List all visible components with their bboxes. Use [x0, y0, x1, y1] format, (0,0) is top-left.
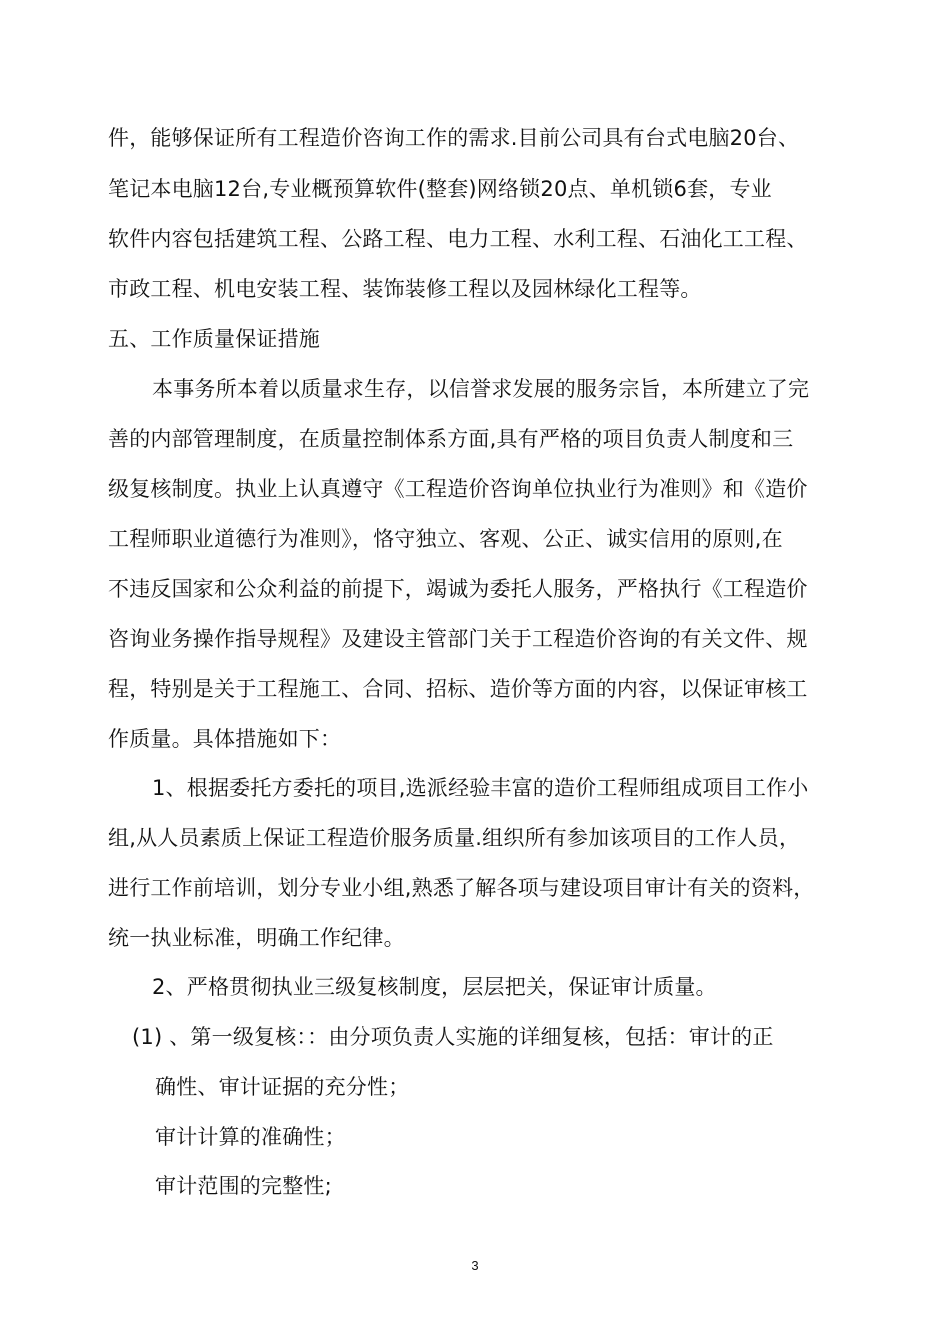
body-text-line: 级复核制度。执业上认真遵守《工程造价咨询单位执业行为准则》和《造价: [108, 477, 808, 501]
sub-list-item-text: 审计范围的完整性;: [155, 1174, 332, 1198]
body-text-line: 善的内部管理制度，在质量控制体系方面,具有严格的项目负责人制度和三: [108, 427, 794, 451]
sub-list-item-text: 确性、审计证据的充分性；: [155, 1075, 410, 1099]
sub-list-item-text: (1) 、第一级复核：：由分项负责人实施的详细复核，包括：审计的正: [132, 1025, 774, 1049]
body-text-line: 咨询业务操作指导规程》及建设主管部门关于工程造价咨询的有关文件、规: [108, 627, 808, 651]
body-text-line: 程，特别是关于工程施工、合同、招标、造价等方面的内容，以保证审核工: [108, 677, 808, 701]
body-text-line: 本事务所本着以质量求生存，以信誉求发展的服务宗旨，本所建立了完: [152, 377, 810, 401]
list-item-text: 2、严格贯彻执业三级复核制度，层层把关，保证审计质量。: [152, 975, 717, 999]
body-text-line: 组,从人员素质上保证工程造价服务质量.组织所有参加该项目的工作人员，: [108, 826, 801, 850]
list-item-text: 1、根据委托方委托的项目,选派经验丰富的造价工程师组成项目工作小: [152, 776, 809, 800]
body-text-line: 笔记本电脑12台,专业概预算软件(整套)网络锁20点、单机锁6套，专业: [108, 177, 772, 201]
sub-list-item-text: 审计计算的准确性；: [155, 1125, 346, 1149]
body-text-line: 软件内容包括建筑工程、公路工程、电力工程、水利工程、石油化工工程、: [108, 227, 808, 251]
body-text-line: 作质量。具体措施如下：: [108, 727, 342, 751]
body-text-line: 市政工程、机电安装工程、装饰装修工程以及园林绿化工程等。: [108, 277, 702, 301]
body-text-line: 不违反国家和公众利益的前提下，竭诚为委托人服务，严格执行《工程造价: [108, 577, 808, 601]
section-heading: 五、工作质量保证措施: [108, 327, 320, 351]
body-text-line: 工程师职业道德行为准则》，恪守独立、客观、公正、诚实信用的原则,在: [108, 527, 783, 551]
body-text-line: 进行工作前培训，划分专业小组,熟悉了解各项与建设项目审计有关的资料，: [108, 876, 815, 900]
page-number: 3: [471, 1258, 479, 1273]
body-text-line: 统一执业标准，明确工作纪律。: [108, 926, 405, 950]
body-text-line: 件，能够保证所有工程造价咨询工作的需求.目前公司具有台式电脑20台、: [108, 126, 800, 150]
